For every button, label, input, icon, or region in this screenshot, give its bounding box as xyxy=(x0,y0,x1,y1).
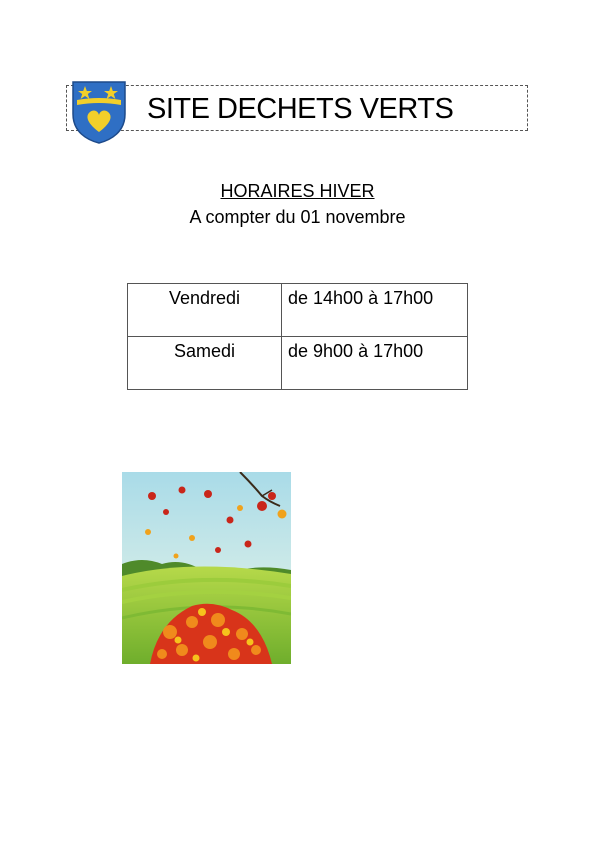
opening-hours-table xyxy=(127,283,468,390)
coat-of-arms-icon xyxy=(71,80,127,144)
table-row xyxy=(128,284,468,337)
schedule-subtitle: HORAIRES HIVER xyxy=(220,181,375,201)
hours-cell: de 9h00 à 17h00 xyxy=(282,337,468,390)
page-title: SITE DECHETS VERTS xyxy=(147,93,454,125)
day-cell: Samedi xyxy=(128,337,282,390)
autumn-leaves-illustration xyxy=(122,472,291,664)
table-row xyxy=(128,337,468,390)
hours-cell: de 14h00 à 17h00 xyxy=(282,284,468,337)
day-cell: Vendredi xyxy=(128,284,282,337)
effective-date: A compter du 01 novembre xyxy=(189,207,406,227)
